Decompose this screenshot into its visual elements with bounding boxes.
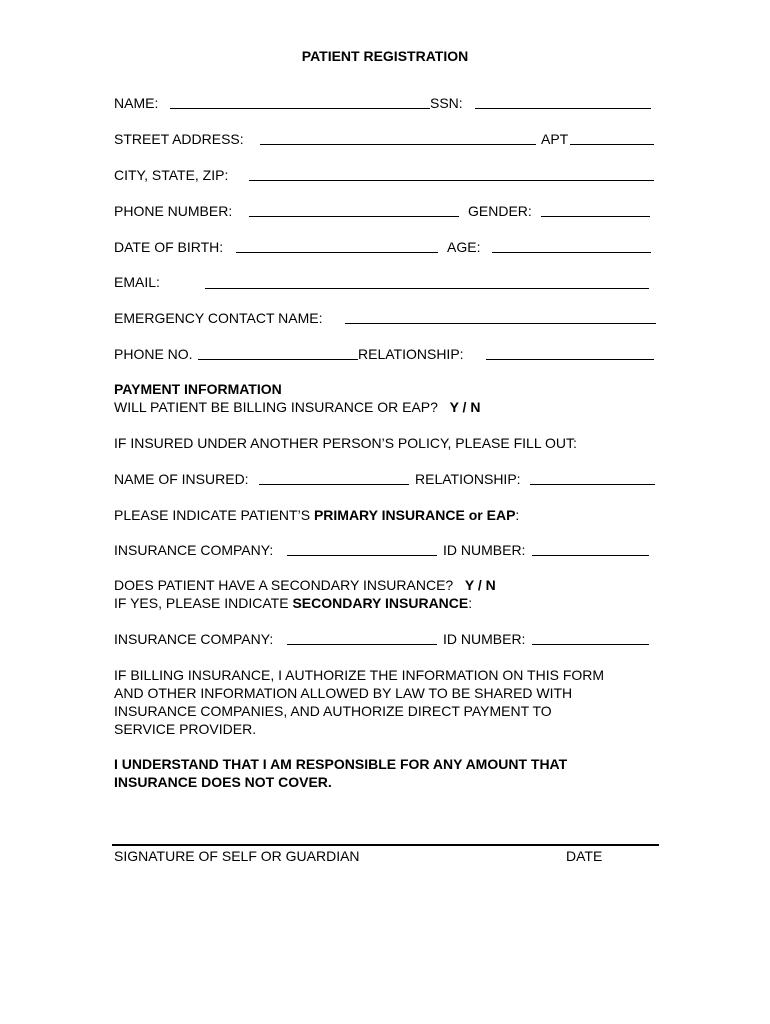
apt-label: APT <box>541 131 569 147</box>
authorization-line-4: SERVICE PROVIDER. <box>114 721 257 737</box>
relationship-label: RELATIONSHIP: <box>358 346 464 362</box>
secondary-yes-no[interactable]: Y / N <box>464 577 496 593</box>
street-address-label: STREET ADDRESS: <box>114 131 244 147</box>
date-label: DATE <box>566 848 603 864</box>
email-field[interactable] <box>205 288 649 289</box>
another-policy-text: IF INSURED UNDER ANOTHER PERSON’S POLICY, PLEASE FILL OUT: <box>114 435 577 451</box>
authorization-line-1: IF BILLING INSURANCE, I AUTHORIZE THE INFORMATION ON THIS FORM <box>114 667 605 683</box>
insurance-company-label: INSURANCE COMPANY: <box>114 542 274 558</box>
primary-suffix: : <box>515 507 520 523</box>
street-address-field[interactable] <box>260 144 536 145</box>
id-number-label-2: ID NUMBER: <box>443 631 526 647</box>
date-of-birth-label: DATE OF BIRTH: <box>114 239 224 255</box>
emergency-contact-field[interactable] <box>345 323 656 324</box>
ssn-label: SSN: <box>430 95 463 111</box>
insurance-company-field-2[interactable] <box>287 644 437 645</box>
phone-number-field[interactable] <box>249 216 459 217</box>
secondary-suffix: : <box>468 595 473 611</box>
email-label: EMAIL: <box>114 274 160 290</box>
secondary-question-text: DOES PATIENT HAVE A SECONDARY INSURANCE? <box>114 577 454 593</box>
insurance-company-label-2: INSURANCE COMPANY: <box>114 631 274 647</box>
phone-no-label: PHONE NO. <box>114 346 193 362</box>
relationship-field[interactable] <box>486 359 654 360</box>
page-title: PATIENT REGISTRATION <box>301 48 469 64</box>
secondary-insurance-prompt <box>114 594 472 612</box>
name-of-insured-label: NAME OF INSURED: <box>114 471 249 487</box>
insured-relationship-label: RELATIONSHIP: <box>415 471 521 487</box>
secondary-insurance-bold: SECONDARY INSURANCE <box>292 595 469 611</box>
id-number-field[interactable] <box>532 555 649 556</box>
billing-question-text: WILL PATIENT BE BILLING INSURANCE OR EAP? <box>114 399 438 415</box>
date-of-birth-field[interactable] <box>236 252 438 253</box>
age-field[interactable] <box>492 252 651 253</box>
primary-prefix: PLEASE INDICATE PATIENT’S <box>114 507 314 523</box>
age-label: AGE: <box>447 239 481 255</box>
gender-field[interactable] <box>541 216 650 217</box>
insured-relationship-field[interactable] <box>530 484 655 485</box>
gender-label: GENDER: <box>468 203 532 219</box>
city-state-zip-label: CITY, STATE, ZIP: <box>114 167 229 183</box>
id-number-label: ID NUMBER: <box>443 542 526 558</box>
city-state-zip-field[interactable] <box>249 180 654 181</box>
apt-field[interactable] <box>570 144 654 145</box>
phone-number-label: PHONE NUMBER: <box>114 203 233 219</box>
phone-no-field[interactable] <box>198 359 358 360</box>
secondary-question <box>114 576 496 594</box>
insurance-company-field[interactable] <box>287 555 437 556</box>
ssn-field[interactable] <box>475 108 651 109</box>
authorization-line-2: AND OTHER INFORMATION ALLOWED BY LAW TO BE SHARED WITH <box>114 685 573 701</box>
billing-yes-no[interactable]: Y / N <box>449 399 481 415</box>
payment-heading: PAYMENT INFORMATION <box>114 381 282 397</box>
primary-insurance-prompt <box>114 506 519 524</box>
authorization-line-3: INSURANCE COMPANIES, AND AUTHORIZE DIRECT PAYMENT TO <box>114 703 552 719</box>
name-of-insured-field[interactable] <box>259 484 409 485</box>
name-label: NAME: <box>114 95 159 111</box>
primary-insurance-bold: PRIMARY INSURANCE or EAP <box>313 507 516 523</box>
responsibility-line-2: INSURANCE DOES NOT COVER. <box>114 774 332 790</box>
name-field[interactable] <box>170 108 430 109</box>
signature-field[interactable] <box>112 844 659 846</box>
billing-question <box>114 398 480 416</box>
id-number-field-2[interactable] <box>532 644 649 645</box>
secondary-prefix: IF YES, PLEASE INDICATE <box>114 595 293 611</box>
responsibility-line-1: I UNDERSTAND THAT I AM RESPONSIBLE FOR ANY AMOUNT THAT <box>114 756 568 772</box>
signature-label: SIGNATURE OF SELF OR GUARDIAN <box>114 848 360 864</box>
emergency-contact-label: EMERGENCY CONTACT NAME: <box>114 310 323 326</box>
